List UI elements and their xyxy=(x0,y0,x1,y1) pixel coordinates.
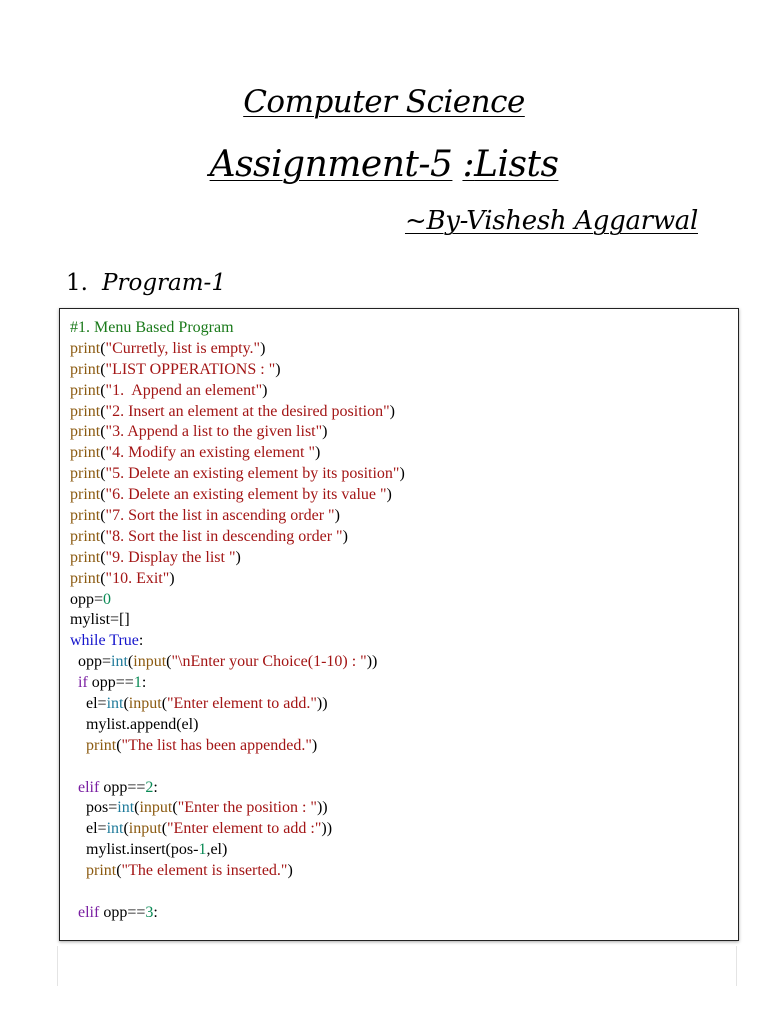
code-token-builtin: input xyxy=(128,820,162,838)
code-token-plain: )) xyxy=(316,799,328,817)
code-token-plain: ( xyxy=(100,548,106,566)
code-token-num: 0 xyxy=(103,590,112,608)
code-token-string: "7. Sort the list in ascending order " xyxy=(105,507,335,525)
code-token-plain: ) xyxy=(260,339,266,357)
code-token-builtin: input xyxy=(133,653,167,671)
code-token-builtin: input xyxy=(139,799,173,817)
code-token-plain: ( xyxy=(161,820,168,838)
code-token-builtin: print xyxy=(70,486,101,504)
code-token-num: 1 xyxy=(198,841,207,859)
code-token-num: 2 xyxy=(145,778,154,796)
code-token-string: "1. Append an element" xyxy=(105,381,263,399)
code-token-plain: : xyxy=(153,903,158,921)
code-line xyxy=(70,569,728,590)
code-token-plain: ( xyxy=(100,486,106,504)
code-line xyxy=(70,861,728,882)
code-token-plain: ( xyxy=(100,423,106,441)
section-number: 1. xyxy=(66,270,88,296)
code-token-plain: ( xyxy=(166,653,172,671)
code-line xyxy=(70,422,728,443)
code-line xyxy=(70,819,728,840)
code-line xyxy=(70,402,728,423)
code-token-plain: ) xyxy=(315,444,321,462)
code-token-plain xyxy=(70,904,78,921)
code-token-builtin: print xyxy=(70,465,101,483)
assignment-separator: : xyxy=(462,144,475,185)
code-token-string: "Curretly, list is empty." xyxy=(105,339,261,357)
code-token-plain: ( xyxy=(100,381,106,399)
code-line xyxy=(70,590,728,611)
code-line xyxy=(70,694,728,715)
code-token-plain: )) xyxy=(366,653,378,671)
code-token-string: "LIST OPPERATIONS : " xyxy=(105,360,276,378)
code-token-plain: ) xyxy=(262,381,268,399)
code-token-plain: ) xyxy=(399,465,405,483)
code-line xyxy=(70,339,728,360)
code-line xyxy=(70,506,728,527)
code-token-plain: ) xyxy=(334,507,340,525)
code-token-func: int xyxy=(106,820,124,838)
code-token-plain: ) xyxy=(342,527,348,545)
code-token-plain: : xyxy=(138,632,144,650)
code-token-plain xyxy=(70,737,86,754)
code-token-plain xyxy=(70,862,86,879)
code-token-plain: ( xyxy=(123,695,129,713)
code-token-plain: ( xyxy=(123,820,129,838)
code-line xyxy=(70,757,728,778)
code-line xyxy=(70,673,728,694)
page-break xyxy=(57,946,737,986)
code-line xyxy=(70,548,728,569)
code-token-plain: ) xyxy=(287,862,293,880)
code-token-builtin: print xyxy=(70,527,101,545)
code-token-builtin: print xyxy=(70,444,101,462)
code-token-plain: ) xyxy=(235,548,241,566)
assignment-title xyxy=(0,144,768,185)
code-token-num: 1 xyxy=(133,674,142,692)
code-token-plain: el= xyxy=(70,695,107,713)
code-token-plain: ( xyxy=(100,339,106,357)
code-token-num: 3 xyxy=(145,903,154,921)
code-line xyxy=(70,443,728,464)
code-token-string: "\nEnter your Choice(1-10) : " xyxy=(171,653,367,671)
code-token-plain: opp== xyxy=(87,674,134,692)
code-token-plain: mylist=[] xyxy=(70,611,130,629)
code-token-plain: mylist.insert(pos- xyxy=(70,841,199,859)
code-token-plain: ( xyxy=(100,569,106,587)
code-line xyxy=(70,736,728,757)
document-title: Computer Science xyxy=(243,84,525,120)
code-token-plain: opp== xyxy=(99,778,146,796)
code-token-plain: )) xyxy=(316,695,328,713)
code-token-builtin: print xyxy=(86,862,117,880)
code-token-string: "2. Insert an element at the desired position" xyxy=(105,402,390,420)
code-line xyxy=(70,715,728,736)
code-token-func: int xyxy=(106,695,124,713)
code-token-builtin: print xyxy=(70,548,101,566)
code-token-string: "3. Append a list to the given list" xyxy=(105,423,323,441)
code-line xyxy=(70,631,728,652)
code-line xyxy=(70,778,728,799)
code-token-plain: opp== xyxy=(99,903,146,921)
code-token-plain: ( xyxy=(100,402,106,420)
code-token-plain: ( xyxy=(172,799,178,817)
code-token-string: "5. Delete an existing element by its position" xyxy=(105,465,400,483)
code-token-keyword: elif xyxy=(78,903,100,921)
code-block xyxy=(59,308,739,941)
code-token-plain: ,el) xyxy=(206,841,228,859)
code-token-string: "The element is inserted." xyxy=(121,862,288,880)
code-token-plain: ) xyxy=(386,486,392,504)
code-line xyxy=(70,318,728,339)
code-line xyxy=(70,903,728,924)
code-token-plain: ( xyxy=(116,736,122,754)
code-token-string: "9. Display the list " xyxy=(105,548,236,566)
code-line xyxy=(70,882,728,903)
code-token-string: "Enter the position : " xyxy=(177,799,317,817)
code-token-keyword: if xyxy=(78,674,88,692)
code-token-plain: el= xyxy=(70,820,107,838)
code-token-plain: ( xyxy=(100,465,106,483)
code-token-plain: ( xyxy=(100,360,106,378)
code-line xyxy=(70,485,728,506)
code-token-plain: opp= xyxy=(70,653,112,671)
code-token-plain: ) xyxy=(275,360,281,378)
code-token-plain: ( xyxy=(134,799,140,817)
code-token-plain: ) xyxy=(311,736,318,754)
code-token-func: int xyxy=(117,799,135,817)
code-line xyxy=(70,527,728,548)
code-token-plain xyxy=(70,674,78,691)
code-token-plain: : xyxy=(153,778,158,796)
code-token-keyword: elif xyxy=(78,778,100,796)
section-heading xyxy=(66,270,226,296)
code-line xyxy=(70,840,728,861)
code-token-plain: ( xyxy=(116,862,122,880)
code-token-builtin: print xyxy=(86,736,117,754)
code-token-string: "10. Exit" xyxy=(105,569,170,587)
code-line xyxy=(70,360,728,381)
code-token-plain: ( xyxy=(100,527,106,545)
code-token-plain: ( xyxy=(127,653,134,671)
code-token-plain xyxy=(70,779,78,796)
code-token-plain: ( xyxy=(100,507,106,525)
author-byline: ~By-Vishesh Aggarwal xyxy=(404,206,698,236)
code-token-string: "6. Delete an existing element by its value " xyxy=(105,486,387,504)
assignment-topic: Lists xyxy=(474,144,559,185)
assignment-number: Assignment-5 xyxy=(209,144,453,185)
code-token-kw-blue: True xyxy=(109,632,139,650)
code-token-builtin: print xyxy=(70,381,101,399)
code-token-string: "The list has been appended." xyxy=(121,736,312,754)
code-token-builtin: print xyxy=(70,402,101,420)
code-token-builtin: print xyxy=(70,507,101,525)
code-token-string: "8. Sort the list in descending order " xyxy=(105,527,343,545)
code-token-plain: )) xyxy=(321,820,333,838)
section-label: Program-1 xyxy=(102,270,226,296)
code-token-string: "Enter element to add." xyxy=(167,695,317,713)
code-token-comment: #1. Menu Based Program xyxy=(70,319,234,336)
code-token-plain: mylist.append(el) xyxy=(70,715,199,733)
code-line xyxy=(70,464,728,485)
code-token-builtin: print xyxy=(70,569,101,587)
code-token-plain: pos= xyxy=(70,799,118,817)
code-token-builtin: print xyxy=(70,339,101,357)
code-token-plain: ) xyxy=(389,402,395,420)
code-token-string: "Enter element to add :" xyxy=(167,820,322,838)
code-token-plain: opp= xyxy=(70,590,104,608)
code-token-plain: ( xyxy=(161,695,168,713)
code-line xyxy=(70,798,728,819)
code-token-plain: ) xyxy=(169,569,175,587)
code-token-func: int xyxy=(111,653,128,671)
code-line xyxy=(70,652,728,673)
code-token-builtin: print xyxy=(70,423,101,441)
code-token-builtin: print xyxy=(70,360,101,378)
code-token-plain: ) xyxy=(322,423,328,441)
code-token-plain: ( xyxy=(100,444,106,462)
code-line xyxy=(70,381,728,402)
code-token-kw-blue: while xyxy=(70,632,106,650)
code-token-builtin: input xyxy=(128,695,162,713)
code-line xyxy=(70,610,728,631)
code-token-plain: : xyxy=(141,674,147,692)
code-token-string: "4. Modify an existing element " xyxy=(105,444,316,462)
